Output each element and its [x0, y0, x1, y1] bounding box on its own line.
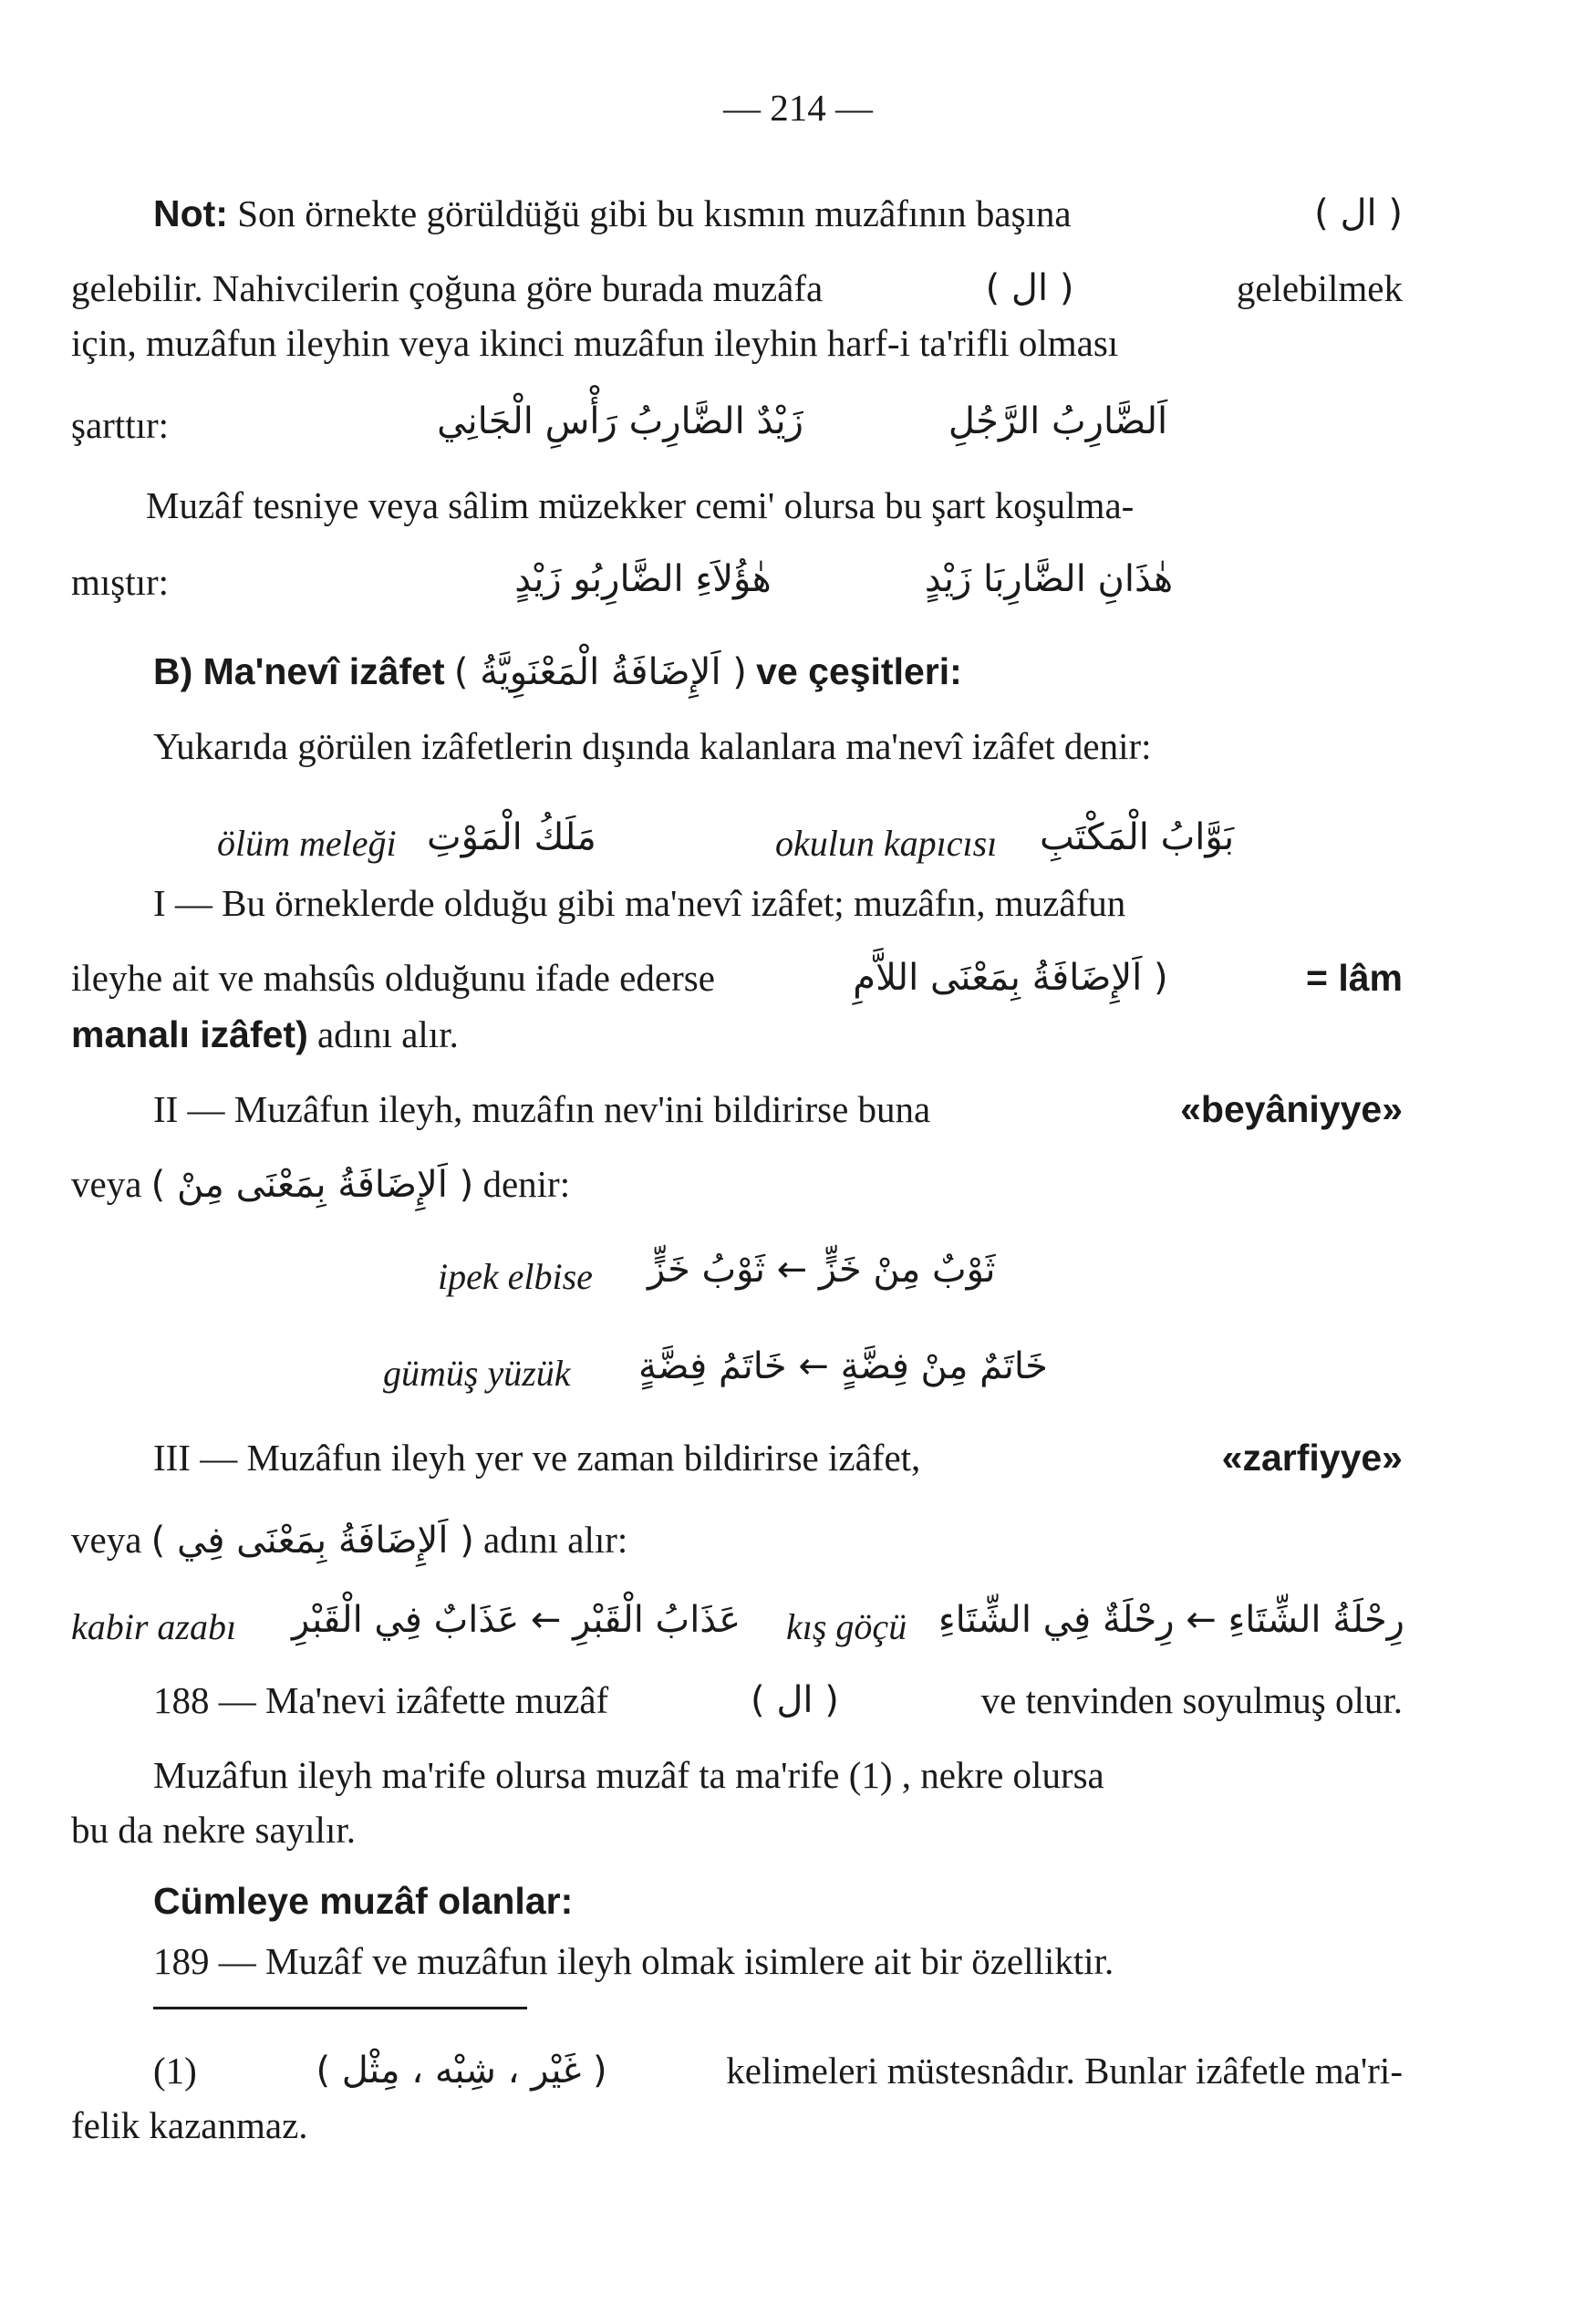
mistir-label: mıştır:	[71, 561, 170, 603]
example-kabir-tr: kabir azabı	[71, 1606, 237, 1647]
item-i-arabic: ( اَلإِضَافَةُ بِمَعْنَى اللاَّمِ	[853, 957, 1168, 999]
yukarida-paragraph: Yukarıda görülen izâfetlerin dışında kalanlara ma'nevî izâfet denir:	[153, 725, 1152, 767]
muzaf-line-1: Muzâf tesniye veya sâlim müzekker cemi' olursa bu şart koşulma-	[146, 484, 1135, 526]
para-188-text-b: ve tenvinden soyulmuş olur.	[980, 1679, 1403, 1721]
example-okul-ar: بَوَّابُ الْمَكْتَبِ	[1040, 816, 1235, 858]
item-iii-text: III — Muzâfun ileyh yer ve zaman bildirirse izâfet,	[153, 1437, 921, 1479]
para-188-arabic: ( ال )	[751, 1679, 839, 1721]
muzaf-example-1: هٰؤُلاَءِ الضَّارِبُو زَيْدٍ	[514, 558, 772, 600]
section-b-suffix: ve çeşitleri:	[756, 650, 962, 692]
item-ii-line-2	[71, 1160, 570, 1209]
item-i-text: ileyhe ait ve mahsûs olduğunu ifade ederse	[71, 957, 715, 999]
item-iii-veya: veya	[71, 1519, 142, 1561]
example-kis-ar: رِحْلَةُ الشِّتَاءِ ← رِحْلَةٌ فِي الشِّتَاءِ	[938, 1599, 1404, 1641]
footnote-marker: (1)	[153, 2050, 197, 2092]
page-number: — 214 —	[723, 87, 873, 129]
section-b-arabic: ( اَلإِضَافَةُ الْمَعْنَوِيَّةُ )	[453, 651, 747, 693]
item-ii-text: II — Muzâfun ileyh, muzâfın nev'ini bildirirse buna	[153, 1088, 931, 1130]
item-iii-arabic: ( اَلإِضَافَةُ بِمَعْنَى فِي )	[150, 1520, 474, 1562]
item-iii-zarfiyye: «zarfiyye»	[1221, 1437, 1403, 1479]
note-text-1: Son örnekte görüldüğü gibi bu kısmın muzâfının başına	[237, 192, 1072, 234]
note-arabic-al-2: ( ال )	[985, 267, 1074, 309]
example-olum-tr: ölüm meleği	[217, 823, 397, 864]
note-text-2b: gelebilmek	[1236, 267, 1403, 309]
example-kis-tr: kış göçü	[786, 1606, 907, 1647]
item-i-lam: = lâm	[1306, 957, 1403, 999]
footnote-line-2: felik kazanmaz.	[71, 2104, 308, 2146]
para-188-line-1	[153, 1677, 1403, 1724]
para-189: 189 — Muzâf ve muzâfun ileyh olmak isimlere ait bir özelliktir.	[153, 1940, 1114, 1982]
item-i-adini: adını alır.	[316, 1013, 459, 1055]
muzaf-example-2: هٰذَانِ الضَّارِبَا زَيْدٍ	[924, 558, 1174, 600]
item-ii-arabic: ( اَلإِضَافَةُ بِمَعْنَى مِنْ )	[150, 1164, 474, 1206]
note-line-2	[71, 265, 1403, 312]
note-label: Not:	[153, 192, 228, 234]
example-olum-ar: مَلَكُ الْمَوْتِ	[427, 816, 596, 858]
example-kabir-ar: عَذَابُ الْقَبْرِ ← عَذَابٌ فِي الْقَبْرِ	[292, 1599, 741, 1641]
footnote-divider	[153, 2007, 527, 2009]
example-gumus-ar: خَاتَمٌ مِنْ فِضَّةٍ ← خَاتَمُ فِضَّةٍ	[638, 1345, 1048, 1387]
item-i-line-2	[71, 954, 1403, 1002]
footnote-text: kelimeleri müstesnâdır. Bunlar izâfetle ma'ri-	[726, 2050, 1403, 2092]
footnote-line-1	[153, 2047, 1403, 2094]
para-188-line-3: bu da nekre sayılır.	[71, 1809, 356, 1851]
example-okul-tr: okulun kapıcısı	[775, 823, 998, 864]
item-i-line-1: I — Bu örneklerde olduğu gibi ma'nevî izâfet; muzâfın, muzâfun	[153, 882, 1126, 924]
item-iii-line-2	[71, 1516, 627, 1564]
note-text-2a: gelebilir. Nahivcilerin çoğuna göre burada muzâfa	[71, 267, 824, 309]
note-example-2: اَلضَّارِبُ الرَّجُلِ	[948, 400, 1168, 442]
note-line-1	[153, 190, 1403, 237]
para-188-line-2: Muzâfun ileyh ma'rife olursa muzâf ta ma'rife (1) , nekre olursa	[153, 1754, 1104, 1796]
item-ii-line-1	[153, 1085, 1403, 1133]
note-example-1: زَيْدٌ الضَّارِبُ رَأْسِ الْجَانِي	[437, 400, 803, 442]
example-ipek-tr: ipek elbise	[438, 1256, 593, 1297]
para-188-text-a: 188 — Ma'nevi izâfette muzâf	[153, 1679, 609, 1721]
muzaf-line-2	[71, 558, 169, 606]
section-b-title: B) Ma'nevî izâfet	[153, 650, 445, 692]
example-gumus-tr: gümüş yüzük	[383, 1353, 571, 1394]
item-i-manali: manalı izâfet)	[71, 1013, 308, 1055]
item-ii-beyaniyye: «beyâniyye»	[1180, 1088, 1403, 1130]
item-iii-adini: adını alır:	[483, 1519, 628, 1561]
cumleye-heading: Cümleye muzâf olanlar:	[153, 1880, 574, 1922]
note-arabic-al: ( ال )	[1314, 192, 1403, 234]
note-line-3: için, muzâfun ileyhin veya ikinci muzâfun ileyhin harf-i ta'rifli olması	[71, 322, 1119, 364]
footnote-arabic: ( غَيْر ، شِبْه ، مِثْل )	[316, 2050, 607, 2092]
item-i-line-3	[71, 1011, 459, 1058]
item-ii-denir: denir:	[482, 1163, 571, 1205]
note-sart-label: şarttır:	[71, 404, 170, 446]
example-ipek-ar: ثَوْبٌ مِنْ خَزٍّ ← ثَوْبُ خَزٍّ	[648, 1249, 996, 1291]
item-ii-veya: veya	[71, 1163, 142, 1205]
section-b-heading	[153, 648, 962, 696]
item-iii-line-1	[153, 1434, 1403, 1481]
